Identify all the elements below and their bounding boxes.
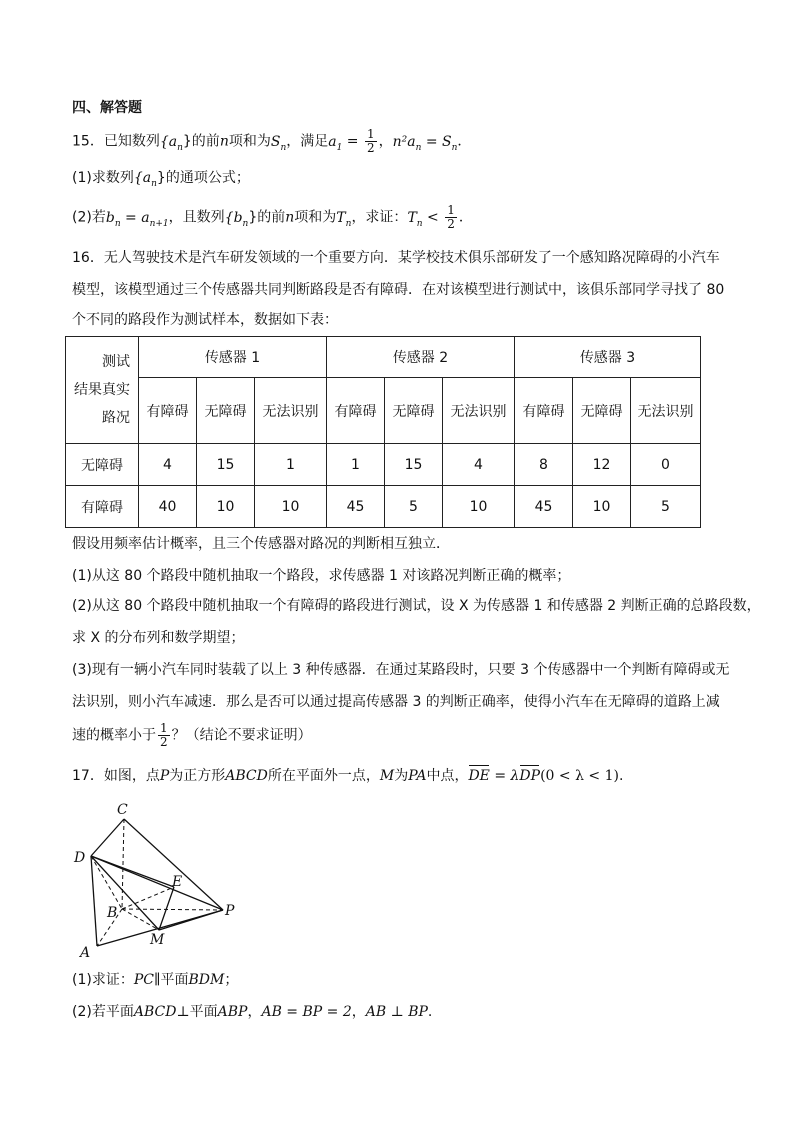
table-cell: 45: [327, 486, 385, 528]
q17-stem: 17．如图，点P为正方形ABCD所在平面外一点，M为PA中点，DE = λDP(0 < λ < 1).: [72, 768, 624, 784]
q15-part2: (2)若$b_n = a_{n+1}$，且数列$\{b_n\}$的前n项和为$T_n$，求证：$T_n$ < $\frac{1}{2}$ ．: [72, 203, 473, 231]
q16-part3-line-3: 速的概率小于 $\frac{1}{2}$ ？（结论不要求证明）: [72, 721, 312, 749]
column-header: 无障碍: [573, 378, 631, 444]
label-C: C: [117, 802, 128, 818]
table-cell: 4: [139, 444, 197, 486]
q16-line-3: 个不同的路段作为测试样本，数据如下表：: [72, 312, 338, 328]
table-cell: 1: [327, 444, 385, 486]
table-cell: 40: [139, 486, 197, 528]
label-E: E: [172, 874, 183, 890]
table-cell: 10: [443, 486, 515, 528]
label-D: D: [74, 850, 86, 866]
table-cell: 0: [631, 444, 701, 486]
sensor-header: 传感器 2: [327, 337, 515, 378]
q16-line-2: 模型，该模型通过三个传感器共同判断路段是否有障碍．在对该模型进行测试中，该俱乐部同学寻找了 80: [72, 282, 725, 298]
column-header: 无障碍: [385, 378, 443, 444]
q16-part2-line-1: (2)从这 80 个路段中随机抽取一个有障碍的路段进行测试，设 X 为传感器 1 和传感器 2 判断正确的总路段数，: [72, 598, 761, 614]
table-corner-header: 测试 结果真实 路况: [66, 337, 139, 444]
vector-DE: DE: [468, 768, 490, 784]
column-header: 有障碍: [515, 378, 573, 444]
q16-part1: (1)从这 80 个路段中随机抽取一个路段，求传感器 1 对该路况判断正确的概率；: [72, 568, 571, 584]
column-header: 有障碍: [139, 378, 197, 444]
sensor-data-table: [65, 336, 701, 528]
section-title: 四、解答题: [72, 100, 142, 116]
q17-part2: (2)若平面ABCD⊥平面ABP，AB = BP = 2，AB ⊥ BP.: [72, 1004, 433, 1020]
q16-part3-line-1: (3)现有一辆小汽车同时装载了以上 3 种传感器．在通过某路段时，只要 3 个传感器中一个判断有障碍或无: [72, 662, 730, 678]
sensor-header: 传感器 1: [139, 337, 327, 378]
column-header: 无法识别: [443, 378, 515, 444]
column-header: 无法识别: [255, 378, 327, 444]
q15-part2-fraction: $\frac{1}{2}$: [447, 203, 455, 231]
q15-fraction: $\frac{1}{2}$: [366, 127, 375, 155]
q16-line-1: 16．无人驾驶技术是汽车研发领域的一个重要方向．某学校技术俱乐部研发了一个感知路况障碍的小汽车: [72, 250, 720, 266]
label-M: M: [150, 932, 165, 948]
column-header: 无障碍: [197, 378, 255, 444]
q15-stem: 15．已知数列$\{a_n\}$的前n项和为$S_n$，满足$a_1$ = $\frac{1}{2}$ ，$n^2a_n = S_n$．: [72, 127, 472, 155]
q17-part1: (1)求证：PC∥平面BDM；: [72, 972, 239, 988]
vector-DP: DP: [519, 768, 541, 784]
table-cell: 4: [443, 444, 515, 486]
label-A: A: [80, 945, 91, 961]
label-B: B: [107, 905, 118, 921]
table-row: [66, 486, 701, 528]
table-row: [66, 444, 701, 486]
table-cell: 10: [573, 486, 631, 528]
q16-part3-line-2: 法识别，则小汽车减速．那么是否可以通过提高传感器 3 的判断正确率，使得小汽车在无障碍的道路上减: [72, 694, 720, 710]
q15-part1: (1)求数列$\{a_n\}$的通项公式；: [72, 170, 250, 189]
row-label: 无障碍: [66, 444, 139, 486]
row-label: 有障碍: [66, 486, 139, 528]
table-cell: 10: [197, 486, 255, 528]
q16-part2-line-2: 求 X 的分布列和数学期望；: [72, 630, 245, 646]
table-cell: 1: [255, 444, 327, 486]
column-header: 有障碍: [327, 378, 385, 444]
table-cell: 12: [573, 444, 631, 486]
table-cell: 5: [631, 486, 701, 528]
pyramid-figure: [70, 800, 240, 962]
table-cell: 15: [385, 444, 443, 486]
q16-assumption: 假设用频率估计概率，且三个传感器对路况的判断相互独立．: [72, 536, 450, 552]
label-P: P: [225, 903, 235, 919]
table-cell: 45: [515, 486, 573, 528]
sensor-header: 传感器 3: [515, 337, 701, 378]
table-cell: 15: [197, 444, 255, 486]
table-cell: 5: [385, 486, 443, 528]
table-cell: 10: [255, 486, 327, 528]
table-cell: 8: [515, 444, 573, 486]
column-header: 无法识别: [631, 378, 701, 444]
q16-fraction: $\frac{1}{2}$: [160, 721, 168, 749]
